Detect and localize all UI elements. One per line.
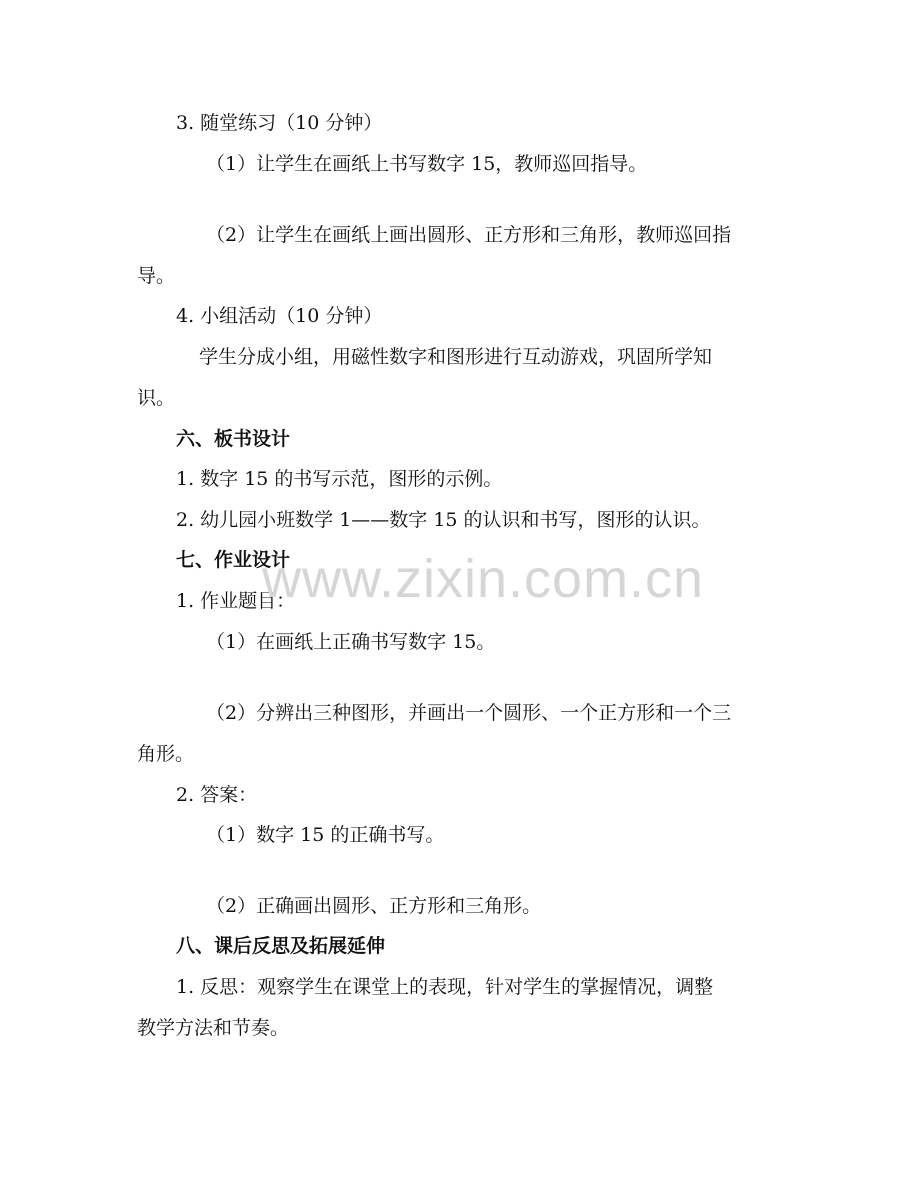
section-six-title: 六、板书设计: [176, 428, 291, 450]
practice-item-2-line-2: 导。: [137, 265, 176, 287]
homework-item-2-line-1: （2）分辨出三种图形，并画出一个圆形、一个正方形和一个三: [206, 702, 732, 724]
section-eight-title: 八、课后反思及拓展延伸: [176, 935, 386, 957]
section-seven-title: 七、作业设计: [176, 549, 291, 571]
group-activity-heading: 4. 小组活动（10 分钟）: [176, 305, 383, 327]
answer-item-2: （2）正确画出圆形、正方形和三角形。: [206, 895, 542, 917]
reflection-line-2: 教学方法和节奏。: [137, 1017, 290, 1039]
group-activity-text-line-1: 学生分成小组，用磁性数字和图形进行互动游戏，巩固所学知: [199, 346, 713, 368]
watermark: www.zixin.com.cn: [262, 549, 705, 609]
homework-item-1: （1）在画纸上正确书写数字 15。: [206, 631, 496, 653]
group-activity-text-line-2: 识。: [137, 387, 176, 409]
homework-item-2-line-2: 角形。: [137, 743, 195, 765]
board-item-2: 2. 幼儿园小班数学 1——数字 15 的认识和书写，图形的认识。: [176, 509, 711, 531]
practice-item-1: （1）让学生在画纸上书写数字 15，教师巡回指导。: [206, 153, 648, 175]
reflection-line-1: 1. 反思：观察学生在课堂上的表现，针对学生的掌握情况，调整: [176, 976, 714, 998]
practice-item-2-line-1: （2）让学生在画纸上画出圆形、正方形和三角形，教师巡回指: [206, 224, 732, 246]
board-item-1: 1. 数字 15 的书写示范，图形的示例。: [176, 468, 503, 490]
answer-heading: 2. 答案：: [176, 784, 258, 806]
practice-heading: 3. 随堂练习（10 分钟）: [176, 112, 383, 134]
homework-heading: 1. 作业题目：: [176, 590, 296, 612]
answer-item-1: （1）数字 15 的正确书写。: [206, 824, 445, 846]
